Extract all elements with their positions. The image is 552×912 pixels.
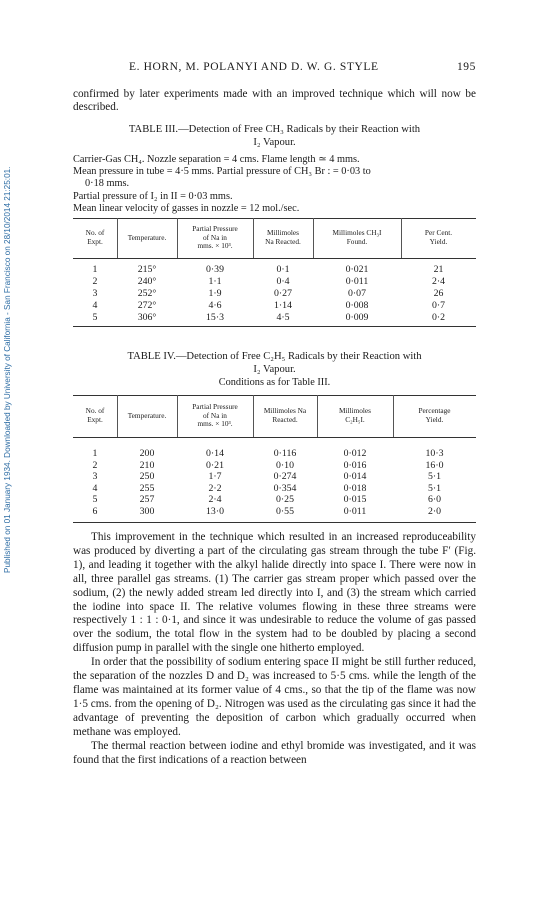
table3-caption-line2: I₂ Vapour. <box>253 137 296 148</box>
table3 <box>73 218 476 326</box>
table-cell: 0·21 <box>206 459 224 471</box>
table3-conditions <box>73 154 476 215</box>
table-cell: 0·011 <box>343 506 367 517</box>
table4-caption <box>73 350 476 376</box>
table-header-rule <box>73 258 476 259</box>
table-header-cell: Temperature. <box>127 410 167 420</box>
table-cell: 5·1 <box>427 482 442 494</box>
table4-caption-line1: TABLE IV.—Detection of Free C₂H₅ Radicals by their Reaction with <box>127 351 422 362</box>
table-cell: 2 <box>92 276 98 287</box>
table4-caption-line2: I₂ Vapour. <box>253 364 296 375</box>
table-cell: 0·10 <box>276 459 294 471</box>
table4 <box>73 395 476 522</box>
table-cell: 0·021 <box>345 264 369 275</box>
table-cell: 6·0 <box>427 494 442 506</box>
table-cell: 5 <box>92 494 98 506</box>
body-text <box>73 531 476 767</box>
table-cell: 250 <box>139 471 155 483</box>
table-header-cell: Millimoles Na Reacted. <box>263 406 307 424</box>
condition-line: Mean pressure in tube = 4·5 mms. Partial pressure of CH₃ Br : = 0·03 to <box>73 166 371 178</box>
table-cell: 4·6 <box>208 300 222 311</box>
table-cell: 13·0 <box>206 506 224 517</box>
table-cell: 0·55 <box>276 506 294 517</box>
table-cell: 0·1 <box>276 264 290 275</box>
table-cell: 0·27 <box>274 288 292 299</box>
table-cell: 240° <box>137 276 157 287</box>
table-cell: 4 <box>92 300 98 311</box>
table-header-cell: Millimoles CH₃I Found. <box>332 228 382 246</box>
table-cell: 300 <box>139 506 155 517</box>
table-cell: 0·39 <box>206 264 224 275</box>
table-cell: 1·9 <box>208 288 222 299</box>
table-header-cell: Partial Pressure of Na in mms. × 10³. <box>192 402 238 429</box>
table-cell: 306° <box>137 312 157 323</box>
table-cell: 0·015 <box>343 494 367 506</box>
table-cell: 3 <box>92 471 98 483</box>
table-cell: 0·7 <box>431 300 446 311</box>
table-header-cell: No. of Expt. <box>85 228 105 246</box>
table-cell: 21 <box>433 264 444 275</box>
table-top-rule <box>73 395 476 396</box>
table-bottom-rule <box>73 522 476 523</box>
table-header-cell: No. of Expt. <box>85 406 105 424</box>
table-header-cell: Temperature. <box>127 232 167 242</box>
condition-line: 0·18 mms. <box>85 178 130 190</box>
table-header-cell: Per Cent. Yield. <box>424 228 453 246</box>
table-header-cell: Partial Pressure of Na in mms. × 10³. <box>192 224 238 251</box>
table-cell: 257 <box>139 494 155 506</box>
running-title: E. HORN, M. POLANYI AND D. W. G. STYLE <box>129 61 379 73</box>
table-cell: 2 <box>92 459 98 471</box>
table-cell: 0·009 <box>345 312 369 323</box>
table-cell: 0·2 <box>431 312 446 323</box>
table4-subtitle: Conditions as for Table III. <box>218 377 331 388</box>
table-cell: 2·2 <box>208 482 222 494</box>
table-cell: 4 <box>92 482 98 494</box>
table-cell: 1 <box>92 448 98 459</box>
table-cell: 2·4 <box>431 276 446 287</box>
table-header-cell: Percentage Yield. <box>418 406 451 424</box>
download-watermark: Published on 01 January 1934. Downloaded by University of California - San Francisco on 28/10/2014 21:25:01. <box>3 166 12 574</box>
table-cell: 2·4 <box>208 494 222 506</box>
table-cell: 0·014 <box>343 471 367 483</box>
table-cell: 1·7 <box>208 471 222 483</box>
condition-line: Mean linear velocity of gasses in nozzle = 12 mol./sec. <box>73 202 300 214</box>
table-cell: 210 <box>139 459 155 471</box>
table-top-rule <box>73 218 476 219</box>
table-cell: 2·0 <box>427 506 442 517</box>
condition-line: Carrier-Gas CH₄. Nozzle separation = 4 cms. Flame length ≃ 4 mms. <box>73 154 360 165</box>
table-cell: 252° <box>137 288 157 299</box>
table-cell: 272° <box>137 300 157 311</box>
page-number: 195 <box>456 61 476 73</box>
table-cell: 200 <box>139 448 155 459</box>
intro-paragraph: confirmed by later experiments made with an improved technique which will now be described. <box>73 88 476 114</box>
table-cell: 0·018 <box>343 482 367 494</box>
table-cell: 0·008 <box>345 300 369 311</box>
table-cell: 10·3 <box>425 448 444 459</box>
table-cell: 15·3 <box>206 312 224 323</box>
table3-caption <box>73 123 476 149</box>
body-paragraph: In order that the possibility of sodium entering space II might be still further reduced, the separation of the nozzles D and D₂ was increased to 5·5 cms. while the length of the flame was maintained at its former value of 4 cms., so that the tip of the flame was now 1·5 cms. from the opening of D₂. Nitrogen was used as the circulating gas since it had the advantage of preventing the deposition of carbon which gradually occurred when methane was employed. <box>73 656 476 738</box>
table-cell: 16·0 <box>425 459 444 471</box>
table-header-cell: Millimoles C₂H₅I. <box>338 406 372 424</box>
table-cell: 4·5 <box>276 312 290 323</box>
table-cell: 6 <box>92 506 98 517</box>
table3-caption-line1: TABLE III.—Detection of Free CH₃ Radicals by their Reaction with <box>128 124 421 135</box>
table-cell: 5 <box>92 312 98 323</box>
table-cell: 0·4 <box>276 276 290 287</box>
table-cell: 0·012 <box>343 448 367 459</box>
table-cell: 0·354 <box>273 482 297 494</box>
table-cell: 26 <box>433 288 444 299</box>
table-cell: 0·14 <box>206 448 224 459</box>
table-cell: 255 <box>139 482 155 494</box>
table-cell: 0·274 <box>273 471 297 483</box>
table-cell: 0·011 <box>345 276 369 287</box>
body-paragraph: The thermal reaction between iodine and ethyl bromide was investigated, and it was found that the first indications of a reaction between <box>73 739 476 766</box>
running-header <box>73 61 476 75</box>
table-cell: 0·116 <box>273 448 297 459</box>
condition-line: Partial pressure of I₂ in II = 0·03 mms. <box>73 190 233 202</box>
table-cell: 1 <box>92 264 98 275</box>
table-header-rule <box>73 437 476 438</box>
table-cell: 0·07 <box>348 288 366 299</box>
table-header-cell: Millimoles Na Reacted. <box>265 228 301 246</box>
body-paragraph: This improvement in the technique which resulted in an increased reproduceability was produced by diverting a part of the circulating gas stream through the tube F′ (Fig. 1), and leading it together with the alkyl halide directly into space I. There were now in all, three parallel gas streams. (1) The carrier gas stream proper which passed over the sodium, (2) the newly added stream led directly into I, and (3) the stream which carried the iodine into space II. The relative volumes flowing in these three streams were respectively 1 : 1 : 0·1, and since it was undesirable to reduce the volume of gas passed over the sodium, the total flow in the system had to be doubled by placing a second diffusion pump in parallel with the single one hitherto employed. <box>73 531 476 655</box>
table-cell: 0·016 <box>343 459 367 471</box>
table-cell: 1·1 <box>208 276 222 287</box>
table-cell: 0·25 <box>276 494 294 506</box>
table-cell: 3 <box>92 288 98 299</box>
table-cell: 215° <box>137 264 157 275</box>
table-cell: 1·14 <box>274 300 292 311</box>
table-cell: 5·1 <box>427 471 442 483</box>
table-bottom-rule <box>73 326 476 327</box>
